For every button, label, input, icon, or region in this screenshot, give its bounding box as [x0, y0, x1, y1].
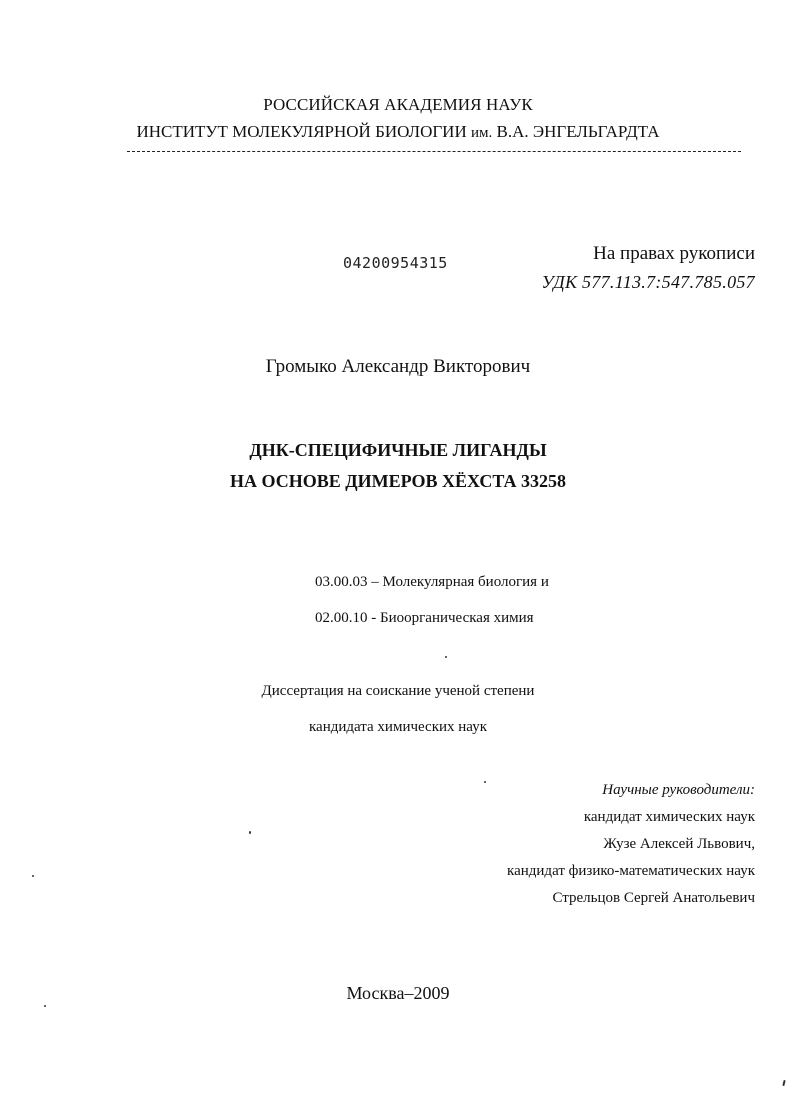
city-year: Москва–2009: [346, 983, 450, 1003]
scan-speck: [32, 875, 34, 877]
scan-speck: [44, 1005, 46, 1007]
supervisor-line-1: кандидат химических наук: [583, 809, 755, 825]
scan-speck: [445, 656, 447, 658]
thesis-title-line-2: НА ОСНОВЕ ДИМЕРОВ ХЁХСТА 33258: [230, 471, 566, 491]
institute-suffix: В.А. ЭНГЕЛЬГАРДТА: [496, 122, 660, 141]
author-name: Громыко Александр Викторович: [265, 356, 531, 377]
specialty-1: 03.00.03 – Молекулярная биология и: [315, 574, 549, 590]
institute-name: [0, 122, 796, 142]
supervisor-line-3: кандидат физико-математических наук: [507, 863, 755, 879]
dissertation-line-1: Диссертация на соискание ученой степени: [261, 683, 535, 699]
rights-label: На правах рукописи: [593, 243, 755, 264]
scan-speck: [249, 831, 251, 834]
institute-prefix: ИНСТИТУТ МОЛЕКУЛЯРНОЙ БИОЛОГИИ: [136, 122, 467, 141]
udk-code: УДК 577.113.7:547.785.057: [541, 272, 755, 292]
thesis-title-line-1: ДНК-СПЕЦИФИЧНЫЕ ЛИГАНДЫ: [249, 440, 547, 460]
dissertation-line-2: кандидата химических наук: [308, 719, 487, 735]
specialty-2: 02.00.10 - Биоорганическая химия: [315, 610, 534, 626]
supervisors-heading: Научные руководители:: [602, 782, 755, 798]
supervisor-line-4: Стрельцов Сергей Анатольевич: [552, 890, 755, 906]
scan-speck: [782, 1080, 785, 1086]
institute-abbrev: им.: [470, 125, 493, 141]
supervisor-line-2: Жузе Алексей Львович,: [603, 836, 755, 852]
dashed-divider: [127, 151, 741, 152]
stamp-code: 04200954315: [343, 254, 448, 272]
academy-name: РОССИЙСКАЯ АКАДЕМИЯ НАУК: [263, 95, 533, 114]
scan-speck: [484, 781, 486, 783]
